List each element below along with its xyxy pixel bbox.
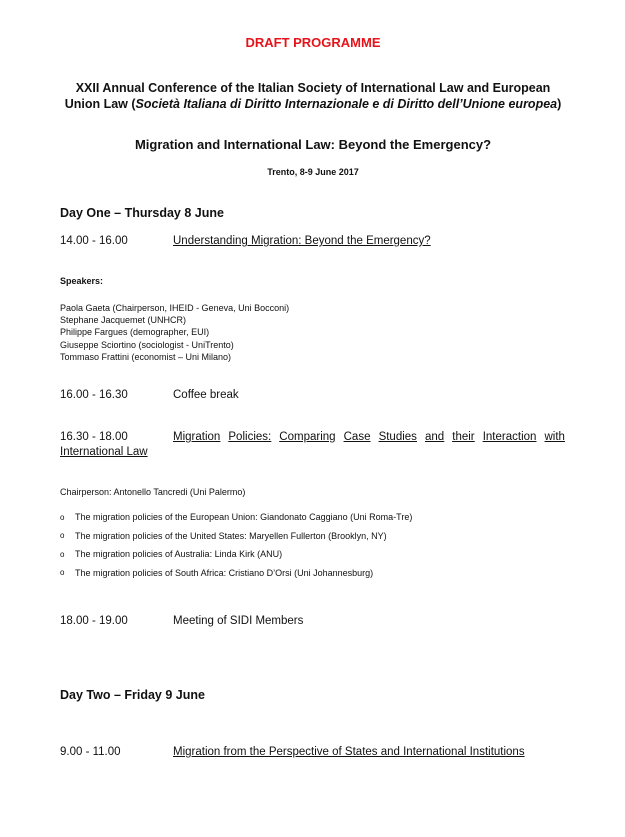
meeting-time: 18.00 - 19.00 [60,615,128,627]
session-title: Migration from the Perspective of States and International Institutions [173,746,525,758]
place-date: Trento, 8-9 June 2017 [267,167,359,177]
session-time: 14.00 - 16.00 [60,235,128,247]
list-item: o The migration policies of Australia: Linda Kirk (ANU) [60,549,283,560]
session-title-line1 [60,430,565,445]
day-one-heading: Day One – Thursday 8 June [60,206,224,220]
day-two-heading: Day Two – Friday 9 June [60,688,205,702]
conference-theme: Migration and International Law: Beyond the Emergency? [134,137,492,152]
bullet-icon: o [60,531,65,541]
session-time: 16.30 - 18.00 [60,431,128,443]
society-italian-name: Società Italiana di Diritto Internazionale e di Diritto dell’Unione europea [135,97,558,111]
speakers-list [60,302,289,363]
list-item: o The migration policies of the European Union: Giandonato Caggiano (Uni Roma-Tre) [60,512,413,523]
speaker-item: Paola Gaeta (Chairperson, IHEID - Geneva, Uni Bocconi) [60,303,290,313]
list-item: o The migration policies of South Africa: Cristiano D’Orsi (Uni Johannesburg) [60,567,374,578]
bullet-list [60,508,412,582]
conference-title-line2: Union Law (Società Italiana di Diritto Internazionale e di Diritto dell’Unione europea) [64,97,562,111]
bullet-icon: o [60,568,65,578]
speaker-item: Stephane Jacquemet (UNHCR) [60,315,187,326]
bullet-icon: o [60,512,65,522]
session-title: Understanding Migration: Beyond the Emergency? [173,235,431,247]
break-title: Coffee break [173,389,239,401]
break-time: 16.00 - 16.30 [60,389,128,401]
conference-title-line1: XXII Annual Conference of the Italian Society of International Law and European [75,81,551,95]
bullet-icon: o [60,549,65,559]
draft-label: DRAFT PROGRAMME [245,35,381,50]
session-time: 9.00 - 11.00 [60,746,121,758]
speaker-item: Giuseppe Sciortino (sociologist - UniTrento) [60,339,234,350]
list-item: o The migration policies of the United States: Maryellen Fullerton (Brooklyn, NY) [60,530,387,541]
meeting-title: Meeting of SIDI Members [173,615,304,627]
session-block [60,430,565,460]
session-chair: Chairperson: Antonello Tancredi (Uni Palermo) [60,487,246,497]
session-title: Migration Policies: Comparing Case Studies and their Interaction with [173,431,565,443]
conference-title [0,80,626,112]
speaker-item: Tommaso Frattini (economist – Uni Milano) [60,351,232,362]
speaker-item: Philippe Fargues (demographer, EUI) [60,327,210,338]
session-title-line2: International Law [60,446,148,458]
speakers-label: Speakers: [60,276,104,286]
